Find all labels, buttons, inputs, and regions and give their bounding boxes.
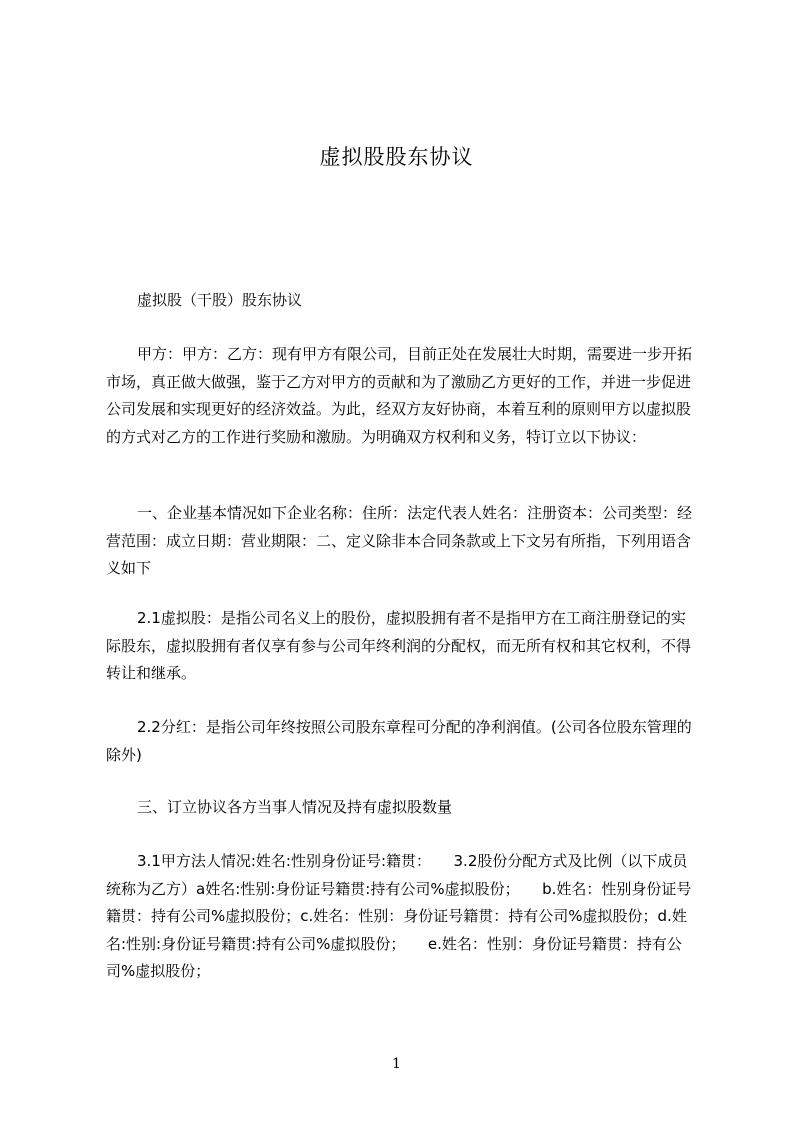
definition-virtual-share-paragraph: 2.1虚拟股：是指公司名义上的股份，虚拟股拥有者不是指甲方在工商注册登记的实际股东，虚拟股拥有者仅享有参与公司年终利润的分配权，而无所有权和其它权利，不得转让和继承。 <box>106 609 692 682</box>
company-info-paragraph: 一、企业基本情况如下企业名称：住所：法定代表人姓名：注册资本：公司类型：经营范围：成立日期：营业期限：二、定义除非本合同条款或上下文另有所指，下列用语含义如下 <box>106 504 693 577</box>
document-title: 虚拟股股东协议 <box>319 145 474 169</box>
section-three-heading: 三、订立协议各方当事人情况及持有虚拟股数量 <box>137 798 453 816</box>
subtitle-paragraph: 虚拟股（干股）股东协议 <box>137 291 303 309</box>
parties-shares-paragraph: 3.1甲方法人情况:姓名:性别身份证号:籍贯： 3.2股份分配方式及比例（以下成员统称为乙方）a姓名:性别:身份证号籍贯:持有公司%虚拟股份； b.姓名：性别身份证号籍贯：持有公司%虚拟股份；c.姓名：性别：身份证号籍贯：持有公司%虚拟股份；d.姓名:性别:身份证号籍贯:持有公司%虚拟股份； e.姓名：性别：身份证号籍贯：持有公司%虚拟股份； <box>106 852 692 980</box>
intro-paragraph: 甲方：甲方：乙方：现有甲方有限公司，目前正处在发展壮大时期，需要进一步开拓市场，真正做大做强，鉴于乙方对甲方的贡献和为了激励乙方更好的工作，并进一步促进公司发展和实现更好的经济效益。为此，经双方友好协商，本着互利的原则甲方以虚拟股的方式对乙方的工作进行奖励和激励。为明确双方权利和义务，特订立以下协议： <box>106 345 693 446</box>
definition-dividend-paragraph: 2.2分红：是指公司年终按照公司股东章程可分配的净利润值。(公司各位股东管理的除外) <box>106 718 692 764</box>
page-number: 1 <box>392 1056 401 1072</box>
